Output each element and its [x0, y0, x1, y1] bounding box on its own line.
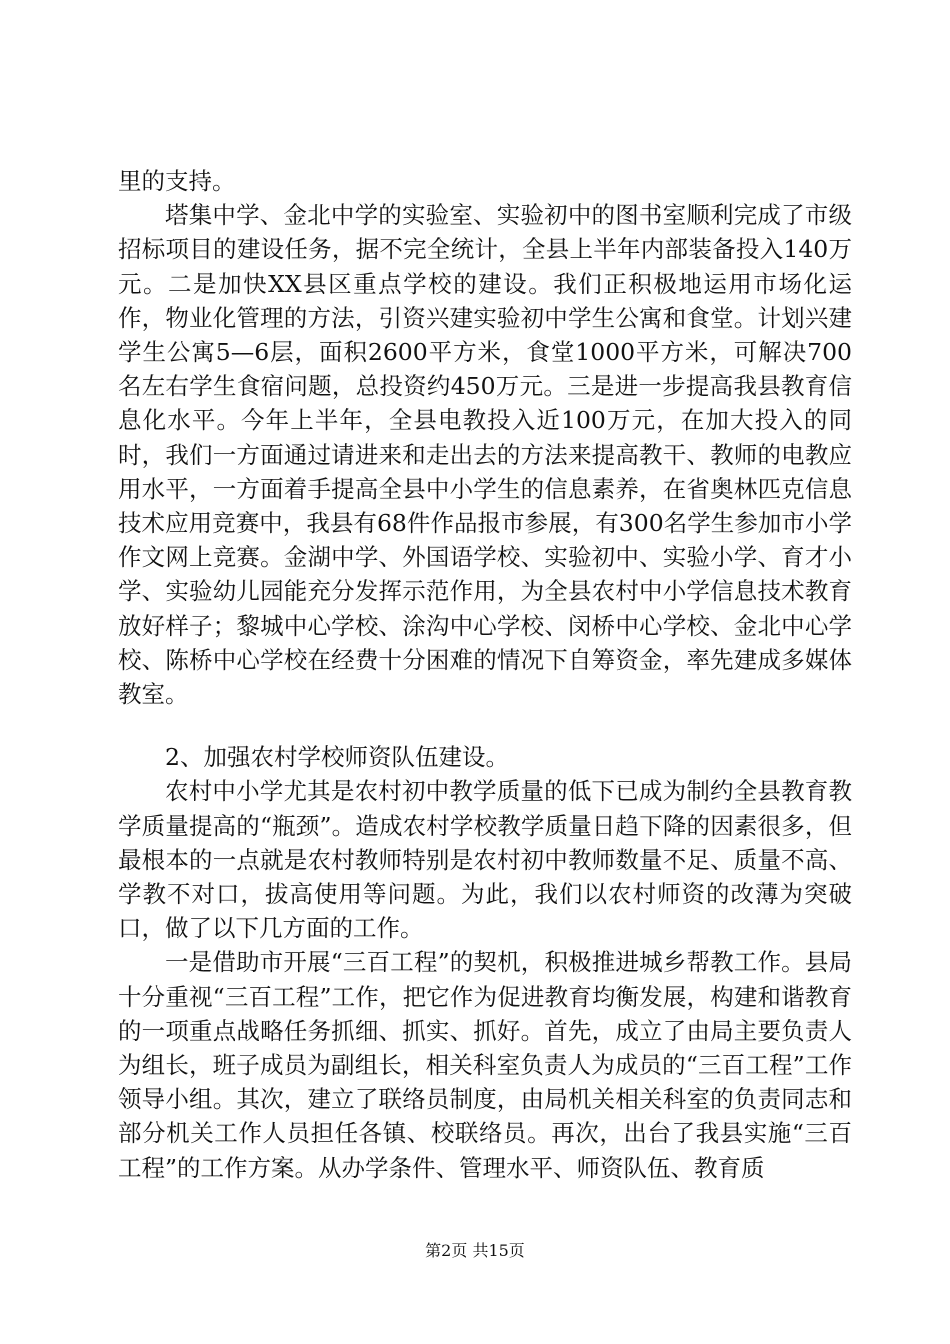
paragraph-three-hundred-project: 一是借助市开展“三百工程”的契机，积极推进城乡帮教工作。县局十分重视“三百工程”工作，把它作为促进教育均衡发展，构建和谐教育的一项重点战略任务抓细、抓实、抓好。首先，成立了由局主要负责人为组长，班子成员为副组长，相关科室负责人为成员的“三百工程”工作领导小组。其次，建立了联络员制度，由局机关相关科室的负责同志和部分机关工作人员担任各镇、校联络员。再次，出台了我县实施“三百工程”的工作方案。从办学条件、管理水平、师资队伍、教育质 [118, 948, 852, 1182]
section-heading: 2、加强农村学校师资队伍建设。 [165, 743, 509, 772]
paragraph-equipment: 塔集中学、金北中学的实验室、实验初中的图书室顺利完成了市级招标项目的建设任务，据不完全统计，全县上半年内部装备投入140万元。二是加快XX县区重点学校的建设。我们正积极地运用市场化运作，物业化管理的方法，引资兴建实验初中学生公寓和食堂。计划兴建学生公寓5—6层，面积2600平方米，食堂1000平方米，可解决700名左右学生食宿问题，总投资约450万元。三是进一步提高我县教育信息化水平。今年上半年，全县电教投入近100万元，在加大投入的同时，我们一方面通过请进来和走出去的方法来提高教干、教师的电教应用水平，一方面着手提高全县中小学生的信息素养，在省奥林匹克信息技术应用竞赛中，我县有68件作品报市参展，有300名学生参加市小学作文网上竞赛。金湖中学、外国语学校、实验初中、实验小学、育才小学、实验幼儿园能充分发挥示范作用，为全县农村中小学信息技术教育放好样子；黎城中心学校、涂沟中心学校、闵桥中心学校、金北中心学校、陈桥中心学校在经费十分困难的情况下自筹资金，率先建成多媒体教室。 [118, 201, 852, 709]
page-footer: 第2页 共15页 [425, 1241, 525, 1260]
document-body [118, 164, 852, 1185]
paragraph-gap [118, 711, 852, 740]
paragraph-continuation: 里的支持。 [118, 167, 236, 195]
paragraph-rural-quality: 农村中小学尤其是农村初中教学质量的低下已成为制约全县教育教学质量提高的“瓶颈”。造成农村学校教学质量日趋下降的因素很多，但最根本的一点就是农村教师特别是农村初中教师数量不足、质量不高、学教不对口，拔高使用等问题。为此，我们以农村师资的改薄为突破口，做了以下几方面的工作。 [118, 777, 852, 943]
